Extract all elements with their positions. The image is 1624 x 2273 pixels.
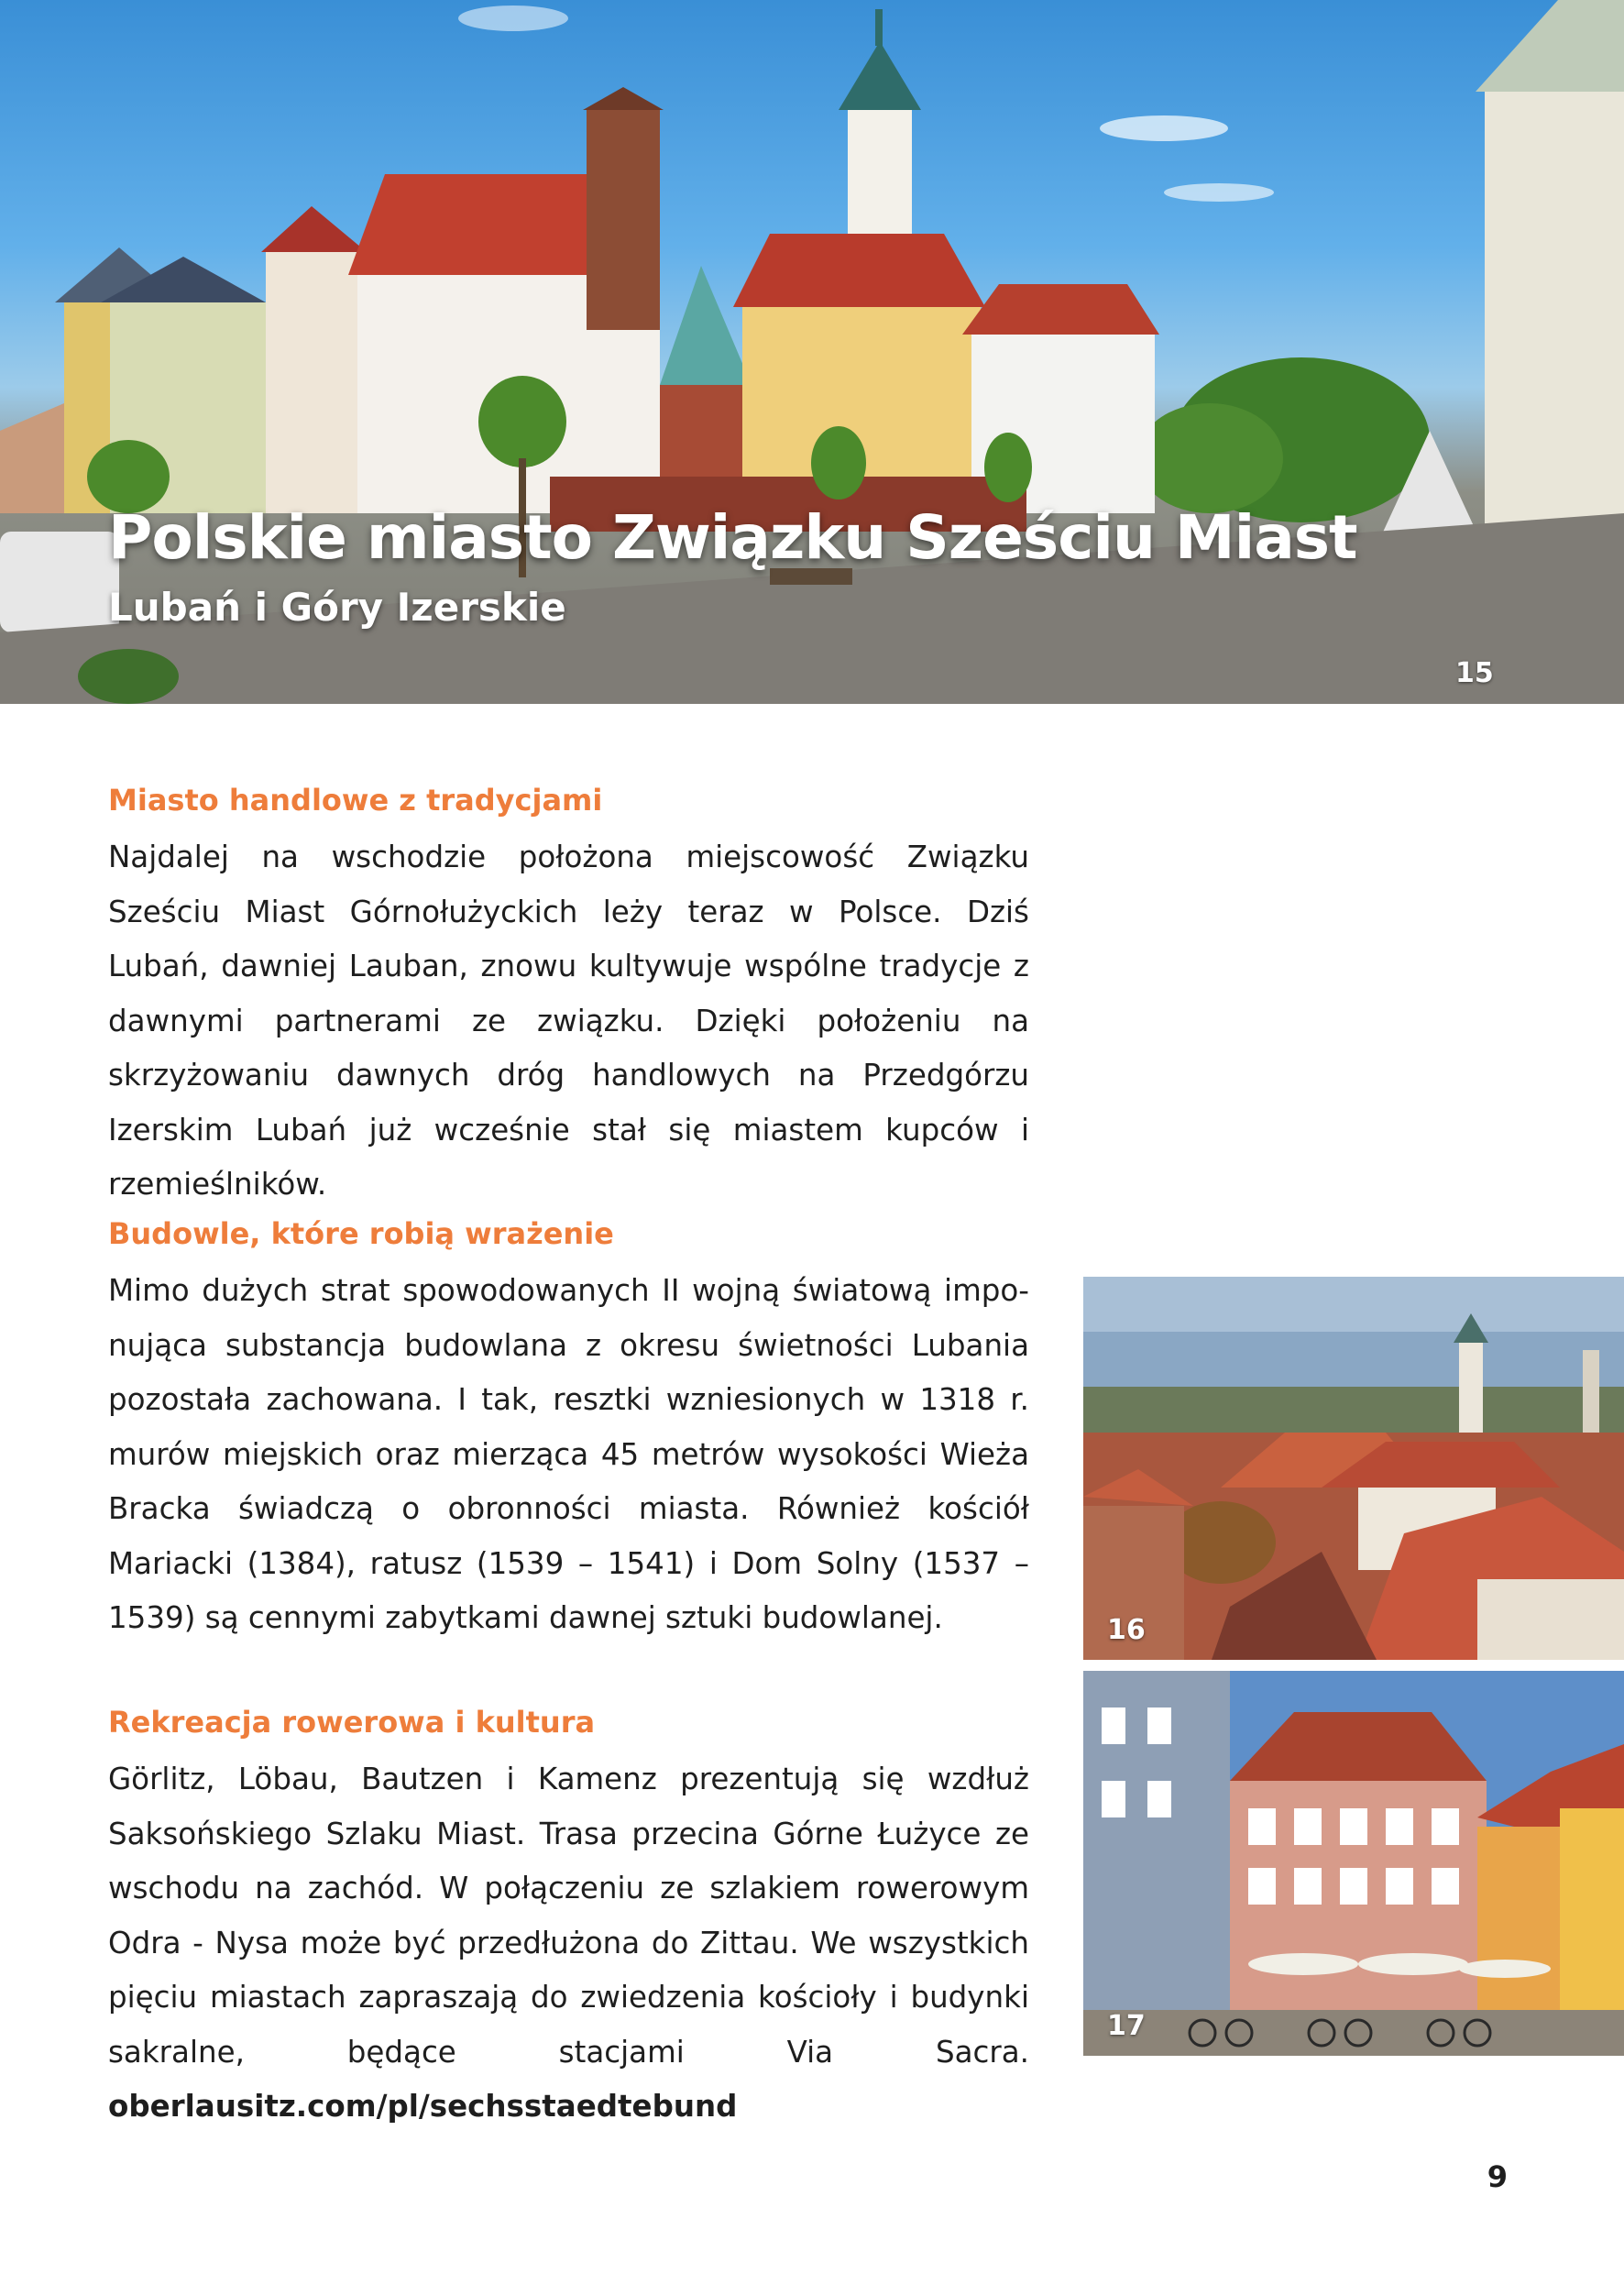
section-body-text: Görlitz, Löbau, Bautzen i Kamenz prezentują się wzdłuż Saksońskiego Szlaku Miast. Trasa przecina Górne Łużyce ze wschodu na zachód. W połączeniu ze szlakiem rowerowym Odra - Nysa może być przedłużona do Zittau. We wszystkich pięciu miastach zapraszają do zwiedzenia kościoły i budynki sakralne, będące stacjami Via Sacra. <box>108 1762 1029 2070</box>
photo-town-aerial <box>1083 1277 1624 1660</box>
hero-banner <box>0 0 1624 704</box>
photo-town-square-cyclists <box>1083 1671 1624 2056</box>
section-cycling-culture <box>108 1701 1029 2135</box>
section-trade-town <box>108 779 1029 1213</box>
section-body: Mimo dużych strat spowodowanych II wojną światową imponująca substancja budowlana z okresu świetności Lubania pozostała zachowana. I tak, resztki wzniesionych w 1318 r. murów miejskich oraz mierząca 45 metrów wysokości Wieża Bracka świadczą o obronności miasta. Również kościół Mariacki (1384), ratusz (1539 – 1541) i Dom Solny (1537 – 1539) są cennymi zabytkami dawnej sztuki budowlanej. <box>108 1273 1029 1635</box>
photo-number-15: 15 <box>1455 657 1494 689</box>
photo-number-16: 16 <box>1107 1614 1146 1646</box>
section-heading: Budowle, które robią wrażenie <box>108 1216 614 1251</box>
page-subtitle: Lubań i Góry Izerskie <box>108 585 566 630</box>
page-title: Polskie miasto Związku Sześciu Miast <box>108 502 1357 573</box>
website-link[interactable]: oberlausitz.com/pl/sechsstaedtebund <box>108 2089 738 2124</box>
aerial-view-image <box>1083 1277 1624 1660</box>
section-body <box>108 1752 1029 2135</box>
section-body: Najdalej na wschodzie położona miejscowość Związku Sześciu Miast Górnołużyckich leży teraz w Polsce. Dziś Lubań, dawniej Lauban, znowu kultywuje wspólne tradycje z dawnymi partnerami ze związku. Dzięki położeniu na skrzyżowaniu dawnych dróg handlowych na Przedgórzu Izerskim Lubań już wcześnie stał się miastem kupców i rzemieślników. <box>108 840 1029 1202</box>
section-buildings <box>108 1213 1029 1646</box>
page-number: 9 <box>1487 2159 1508 2194</box>
section-heading: Miasto handlowe z tradycjami <box>108 783 603 818</box>
photo-number-17: 17 <box>1107 2010 1146 2042</box>
square-with-cyclists-image <box>1083 1671 1624 2056</box>
section-heading: Rekreacja rowerowa i kultura <box>108 1705 596 1740</box>
